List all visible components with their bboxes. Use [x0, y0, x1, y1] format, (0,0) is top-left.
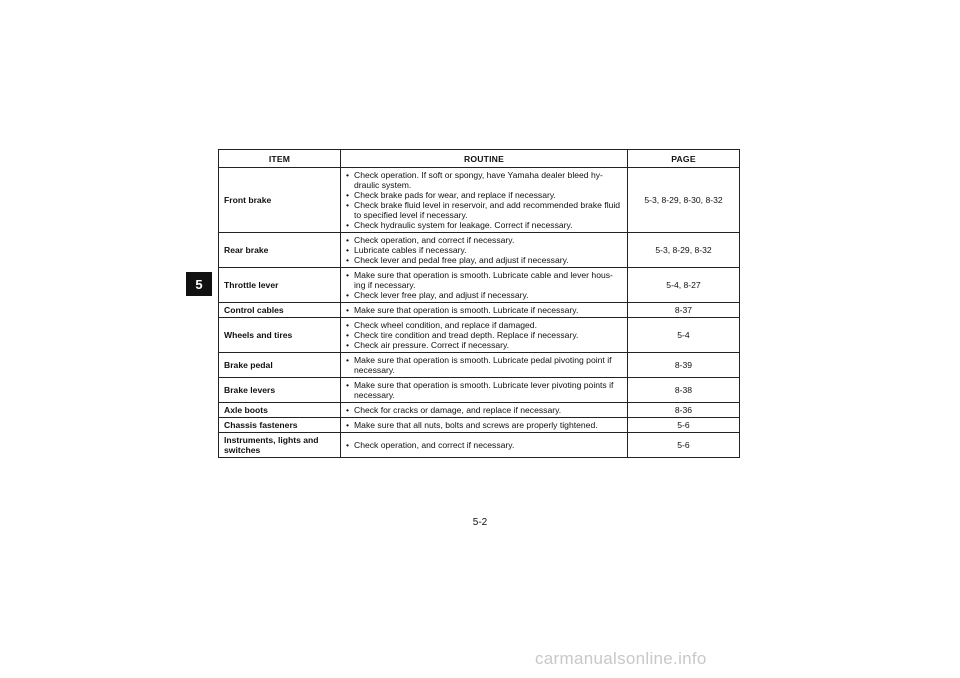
table-row	[219, 403, 740, 418]
routine-step	[346, 340, 622, 350]
routine-list	[346, 355, 622, 375]
table-row	[219, 418, 740, 433]
table-row	[219, 378, 740, 403]
routine-step-text: Check brake pads for wear, and replace if necessary.	[354, 190, 556, 200]
bullet-icon: •	[346, 355, 350, 365]
routine-step	[346, 170, 622, 190]
page-ref-cell: 5-3, 8-29, 8-32	[628, 233, 740, 268]
routine-step	[346, 190, 622, 200]
item-cell: Rear brake	[219, 233, 341, 268]
table-row	[219, 233, 740, 268]
table-row	[219, 353, 740, 378]
routine-step-text: Check wheel condition, and replace if damaged.	[354, 320, 537, 330]
routine-step-text: Lubricate cables if necessary.	[354, 245, 467, 255]
item-cell: Front brake	[219, 168, 341, 233]
bullet-icon: •	[346, 190, 350, 200]
column-header-item: ITEM	[219, 150, 341, 168]
item-cell: Control cables	[219, 303, 341, 318]
bullet-icon: •	[346, 200, 350, 210]
routine-cell	[341, 268, 628, 303]
page-ref-cell: 8-36	[628, 403, 740, 418]
routine-step-text: Make sure that operation is smooth. Lubricate if necessary.	[354, 305, 579, 315]
item-cell: Brake pedal	[219, 353, 341, 378]
page-ref-cell: 5-3, 8-29, 8-30, 8-32	[628, 168, 740, 233]
routine-step-text: Make sure that operation is smooth. Lubricate cable and lever hous-ing if necessary.	[354, 270, 613, 290]
routine-cell	[341, 168, 628, 233]
routine-step-text: Check operation, and correct if necessary.	[354, 440, 515, 450]
routine-list	[346, 305, 622, 315]
page-ref-cell: 5-4, 8-27	[628, 268, 740, 303]
routine-list	[346, 235, 622, 265]
bullet-icon: •	[346, 380, 350, 390]
item-cell: Instruments, lights and switches	[219, 433, 341, 458]
routine-step-text: Check operation. If soft or spongy, have Yamaha dealer bleed hy-draulic system.	[354, 170, 603, 190]
routine-step-text: Make sure that all nuts, bolts and screws are properly tightened.	[354, 420, 598, 430]
routine-step-text: Check hydraulic system for leakage. Correct if necessary.	[354, 220, 573, 230]
routine-step-text: Make sure that operation is smooth. Lubricate pedal pivoting point if necessary.	[354, 355, 612, 375]
table-row	[219, 303, 740, 318]
routine-step-text: Check operation, and correct if necessary.	[354, 235, 515, 245]
routine-cell	[341, 353, 628, 378]
routine-list	[346, 380, 622, 400]
bullet-icon: •	[346, 170, 350, 180]
routine-cell	[341, 303, 628, 318]
bullet-icon: •	[346, 440, 350, 450]
table-row	[219, 168, 740, 233]
bullet-icon: •	[346, 320, 350, 330]
table-row	[219, 268, 740, 303]
bullet-icon: •	[346, 330, 350, 340]
routine-list	[346, 420, 622, 430]
routine-step	[346, 255, 622, 265]
routine-list	[346, 170, 622, 230]
item-cell: Wheels and tires	[219, 318, 341, 353]
routine-step	[346, 440, 622, 450]
table-header-row	[219, 150, 740, 168]
page-ref-cell: 8-37	[628, 303, 740, 318]
routine-cell	[341, 418, 628, 433]
routine-step	[346, 405, 622, 415]
page-ref-cell: 5-6	[628, 418, 740, 433]
bullet-icon: •	[346, 245, 350, 255]
bullet-icon: •	[346, 290, 350, 300]
routine-step	[346, 270, 622, 290]
bullet-icon: •	[346, 305, 350, 315]
routine-list	[346, 405, 622, 415]
page-ref-cell: 8-39	[628, 353, 740, 378]
watermark: carmanualsonline.info	[535, 649, 707, 668]
routine-step	[346, 330, 622, 340]
routine-step	[346, 355, 622, 375]
routine-cell	[341, 233, 628, 268]
routine-step	[346, 235, 622, 245]
page-ref-cell: 5-4	[628, 318, 740, 353]
bullet-icon: •	[346, 340, 350, 350]
bullet-icon: •	[346, 220, 350, 230]
routine-step-text: Check brake fluid level in reservoir, and add recommended brake fluid to specified level if necessary.	[354, 200, 621, 220]
routine-list	[346, 320, 622, 350]
bullet-icon: •	[346, 405, 350, 415]
bullet-icon: •	[346, 255, 350, 265]
routine-step-text: Check air pressure. Correct if necessary.	[354, 340, 510, 350]
routine-step	[346, 200, 622, 220]
routine-cell	[341, 318, 628, 353]
routine-cell	[341, 403, 628, 418]
routine-step-text: Check lever and pedal free play, and adjust if necessary.	[354, 255, 569, 265]
routine-cell	[341, 433, 628, 458]
routine-step	[346, 320, 622, 330]
routine-step-text: Check lever free play, and adjust if necessary.	[354, 290, 529, 300]
table-row	[219, 318, 740, 353]
routine-step-text: Make sure that operation is smooth. Lubricate lever pivoting points if necessary.	[354, 380, 614, 400]
item-cell: Axle boots	[219, 403, 341, 418]
routine-list	[346, 270, 622, 300]
bullet-icon: •	[346, 270, 350, 280]
bullet-icon: •	[346, 235, 350, 245]
routine-step	[346, 420, 622, 430]
page-ref-cell: 8-38	[628, 378, 740, 403]
item-cell: Chassis fasteners	[219, 418, 341, 433]
routine-step	[346, 220, 622, 230]
column-header-page: PAGE	[628, 150, 740, 168]
bullet-icon: •	[346, 420, 350, 430]
table-body	[219, 168, 740, 458]
routine-step	[346, 245, 622, 255]
table-row	[219, 433, 740, 458]
maintenance-table	[218, 149, 740, 458]
routine-step-text: Check tire condition and tread depth. Replace if necessary.	[354, 330, 579, 340]
routine-cell	[341, 378, 628, 403]
column-header-routine: ROUTINE	[341, 150, 628, 168]
routine-step	[346, 290, 622, 300]
routine-list	[346, 440, 622, 450]
routine-step-text: Check for cracks or damage, and replace if necessary.	[354, 405, 562, 415]
page-ref-cell: 5-6	[628, 433, 740, 458]
routine-step	[346, 380, 622, 400]
item-cell: Brake levers	[219, 378, 341, 403]
item-cell: Throttle lever	[219, 268, 341, 303]
routine-step	[346, 305, 622, 315]
section-tab: 5	[186, 272, 212, 296]
page-number: 5-2	[472, 517, 488, 528]
